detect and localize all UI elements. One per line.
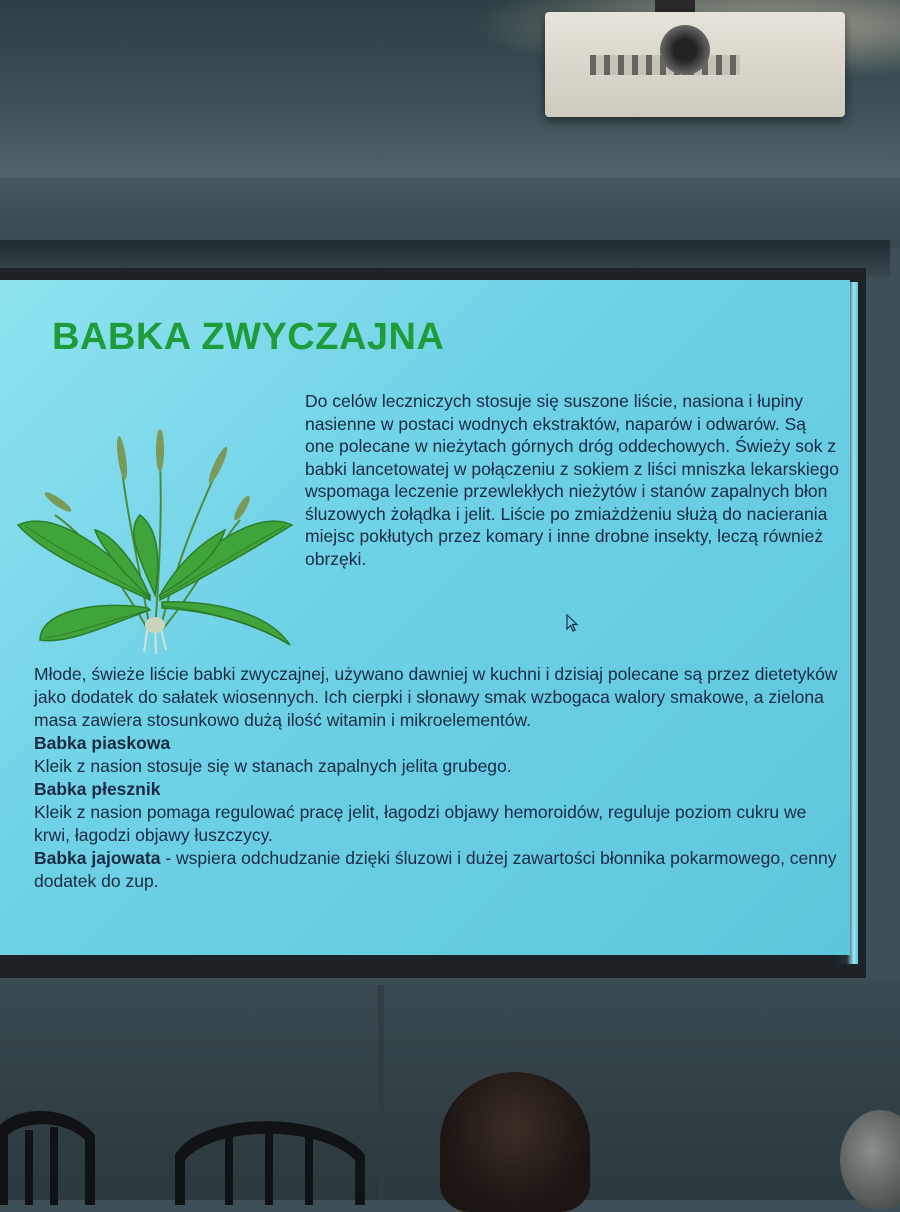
projected-slide [0,280,850,955]
audience-head [440,1072,590,1212]
last-item-heading: Babka jajowata [34,848,161,868]
plantain-plant-icon [10,430,300,655]
chair-back-middle [170,1105,370,1205]
bottom-text-block [34,663,839,893]
section-text-babka-plesznik: Kleik z nasion pomaga regulować pracę jelit, łagodzi objawy hemoroidów, reguluje poziom cukru we krwi, łagodzi objawy łuszczycy. [34,802,807,845]
chair-back-left [0,1105,100,1205]
wall-seam [378,985,384,1200]
last-item-text: - wspiera odchudzanie dzięki śluzowi i dużej zawartości błonnika pokarmowego, cenny dodatek do zup. [34,848,837,891]
section-heading-babka-plesznik: Babka płesznik [34,779,161,799]
wall-band [0,178,900,248]
last-item-paragraph [34,847,839,893]
section-text-babka-piaskowa: Kleik z nasion stosuje się w stanach zapalnych jelita grubego. [34,756,512,776]
slide-title: BABKA ZWYCZAJNA [52,316,445,358]
section-heading-babka-piaskowa: Babka piaskowa [34,733,171,753]
projector-lens [660,25,710,75]
intro-paragraph: Do celów leczniczych stosuje się suszone liście, nasiona i łupiny nasienne w postaci wodnych ekstraktów, naparów i odwarów. Są one polecane w nieżytach górnych dróg oddechowych. Świeży sok z babki lancetowatej w połączeniu z sokiem z liści mniszka lekarskiego wspomaga leczenie przewlekłych nieżytów i stanów zapalnych błon śluzowych żołądka i jelit. Liście po zmiażdżeniu służą do nacierania miejsc pokłutych przez komary i inne drobne insekty, leczą również obrzęki. [305,391,839,569]
usage-paragraph: Młode, świeże liście babki zwyczajnej, używano dawniej w kuchni i dzisiaj polecane są przez dietetyków jako dodatek do sałatek wiosennych. Ich cierpki i słonawy smak wzbogaca walory smakowe, a zielona masa zawiera stosunkowo dużą ilość witamin i mikroelementów. [34,664,838,730]
mouse-cursor-icon [566,614,578,637]
